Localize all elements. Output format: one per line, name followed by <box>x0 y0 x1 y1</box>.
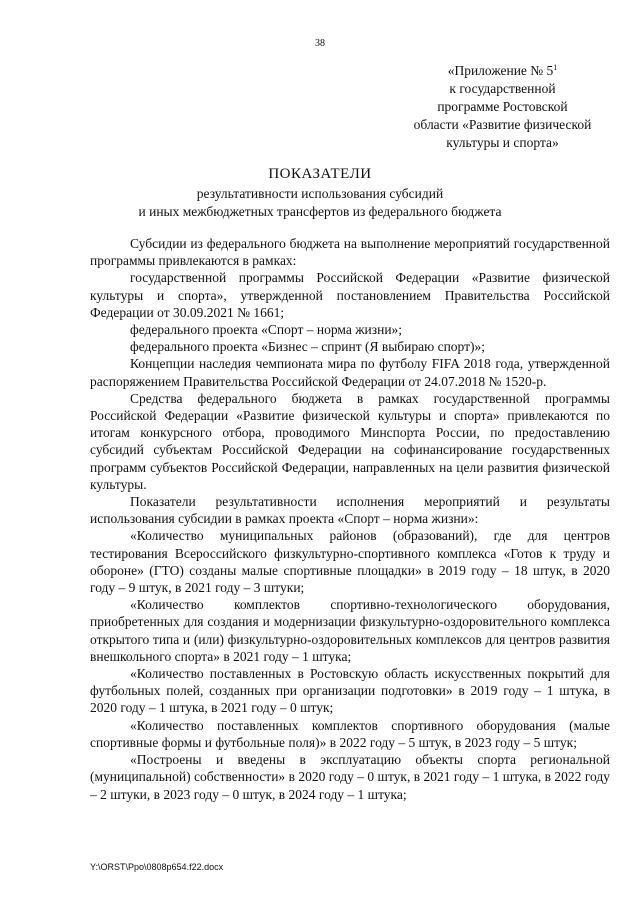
document-body <box>90 235 610 803</box>
paragraph: государственной программы Российской Федерации «Развитие физической культуры и спорта», утвержденной постановлением Правительства Российской Федерации от 30.09.2021 № 1661; <box>90 270 610 320</box>
title-line-3: и иных межбюджетных трансфертов из федерального бюджета <box>138 204 502 219</box>
paragraph: «Количество поставленных в Ростовскую область искусственных покрытий для футбольных полей, созданных при организации подготовки» в 2019 году – 1 штука, в 2020 году – 1 штука, в 2021 году – 0 штук; <box>90 666 610 716</box>
paragraph: Средства федерального бюджета в рамках государственной программы Российской Федерации «Развитие физической культуры и спорта» привлекаются по итогам конкурсного отбора, проводимого Минспорта России, по предоставлению субсидий субъектам Российской Федерации на софинансирование государственных программ субъектов Российской Федерации, направленных на цели развития физической культуры. <box>90 390 610 492</box>
appendix-line-2: к государственной <box>449 81 556 96</box>
appendix-line-3: программе Ростовской <box>437 99 568 114</box>
appendix-line-4: области «Развитие физической <box>413 117 592 132</box>
paragraph: «Количество комплектов спортивно-технологического оборудования, приобретенных для создания и модернизации физкультурно-оздоровительного комплекса открытого типа и (или) физкультурно-оздоровительных комплексов для центров развития внешкольного спорта» в 2021 году – 1 штука; <box>90 597 610 664</box>
page-number: 38 <box>315 38 325 49</box>
paragraph: «Количество поставленных комплектов спортивного оборудования (малые спортивные формы и футбольные поля)» в 2022 году – 5 штук, в 2023 году – 5 штук; <box>90 717 610 750</box>
file-path-footer: Y:\ORST\Ppo\0808p654.f22.docx <box>90 862 224 872</box>
paragraph: Концепции наследия чемпионата мира по футболу FIFA 2018 года, утвержденной распоряжением Правительства Российской Федерации от 24.07.2018 № 1520-р. <box>90 356 610 389</box>
appendix-line-5: культуры и спорта» <box>446 135 559 150</box>
paragraph: Показатели результативности исполнения мероприятий и результаты использования субсидии в рамках проекта «Спорт – норма жизни»: <box>90 494 610 527</box>
appendix-superscript: 1 <box>553 63 558 72</box>
document-title <box>0 165 640 221</box>
title-line-2: результативности использования субсидий <box>196 186 444 201</box>
appendix-line-1: «Приложение № $5^1$ <box>447 63 558 78</box>
paragraph: федерального проекта «Бизнес – спринт (Я выбираю спорт)»; <box>130 339 486 355</box>
paragraph: «Количество муниципальных районов (образований), где для центров тестирования Всероссийского физкультурно-спортивного комплекса «Готов к труду и обороне» (ГТО) созданы малые спортивные площадки» в 2019 году – 18 штук, в 2020 году – 9 штук, в 2021 году – 3 штуки; <box>90 528 610 596</box>
paragraph: федерального проекта «Спорт – норма жизни»; <box>130 322 403 338</box>
title-main: ПОКАЗАТЕЛИ <box>268 166 372 182</box>
paragraph: Субсидии из федерального бюджета на выполнение мероприятий государственной программы привлекаются в рамках: <box>90 236 610 269</box>
paragraph: «Построены и введены в эксплуатацию объекты спорта региональной (муниципальной) собственности» в 2020 году – 0 штук, в 2021 году – 1 штука, в 2022 году – 2 штуки, в 2023 году – 0 штук, в 2024 году – 1 штука; <box>90 752 610 802</box>
appendix-header <box>400 62 605 152</box>
